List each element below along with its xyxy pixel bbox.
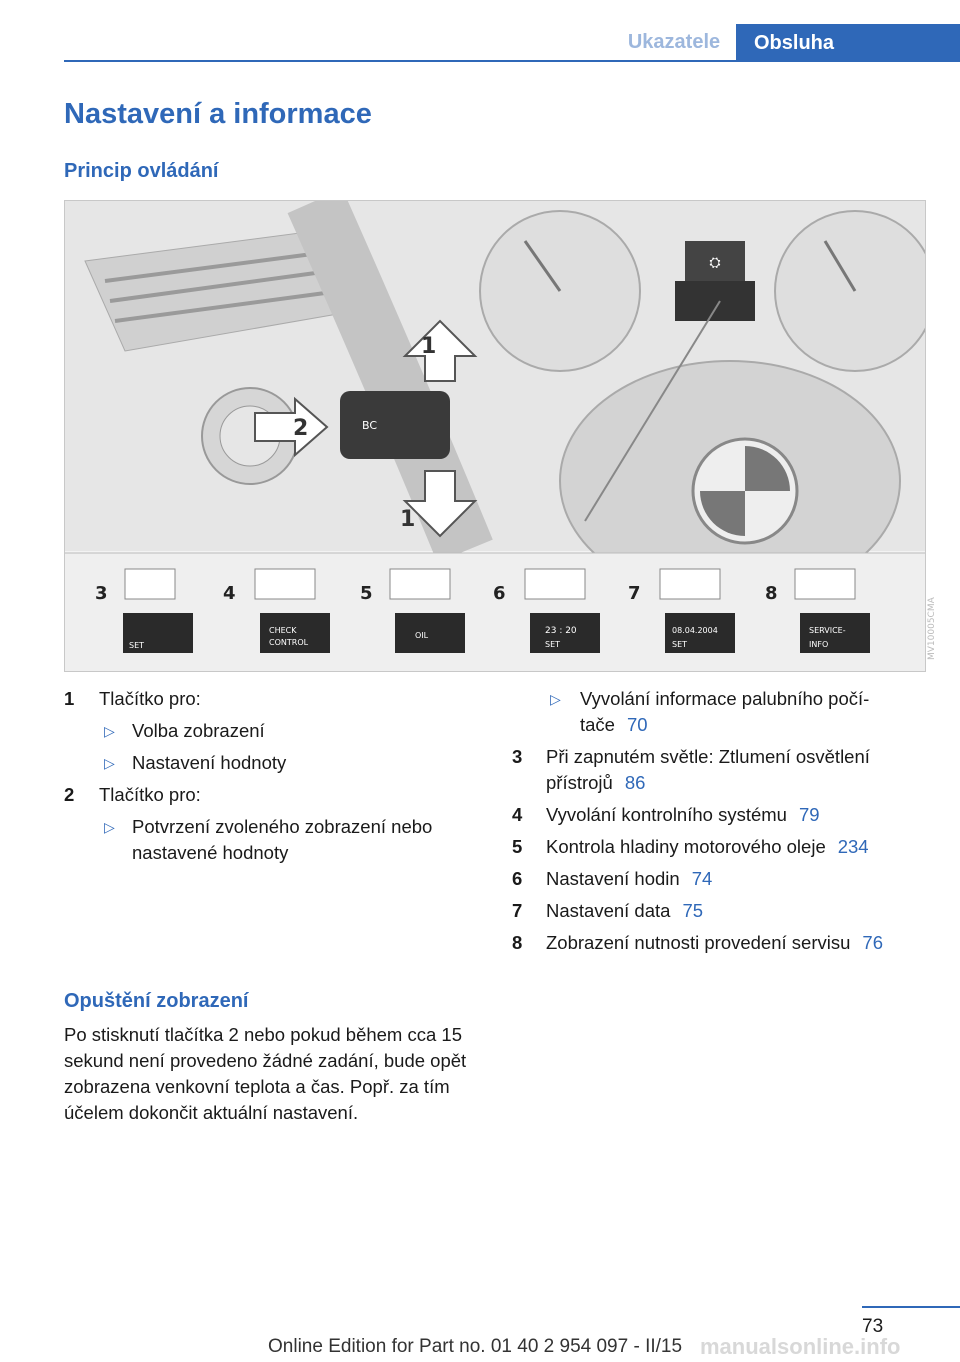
section-heading: Opuštění zobrazení <box>64 990 249 1012</box>
list-number: 3 <box>512 746 523 767</box>
list-bullet-cont: tače 70 <box>580 714 648 735</box>
svg-text:8: 8 <box>765 583 778 604</box>
svg-text:CONTROL: CONTROL <box>269 638 309 647</box>
section-paragraph: Po stisknutí tlačítka 2 nebo pokud během cca 15 sekund není provedeno žádné zadání, bude opět zobrazena venkovní teplota a čas. Popř. za tím účelem dokončit aktuální nastavení. <box>64 1024 467 1123</box>
list-number: 2 <box>64 784 75 805</box>
list-item-label: Tlačítko pro: <box>99 784 201 805</box>
list-bullet: Volba zobrazení <box>132 720 265 741</box>
svg-text:⛭: ⛭ <box>709 255 721 271</box>
list-item-text: Nastavení data 75 <box>546 900 704 921</box>
list-item-label: Tlačítko pro: <box>99 688 201 709</box>
list-number: 8 <box>512 932 523 953</box>
svg-text:6: 6 <box>493 583 506 604</box>
dashboard-illustration <box>64 200 926 672</box>
header-rule <box>64 60 960 62</box>
page-ref-link[interactable]: 234 <box>837 836 869 857</box>
callout-1-bottom: 1 <box>400 507 416 532</box>
svg-text:INFO: INFO <box>809 640 829 649</box>
svg-text:5: 5 <box>360 583 373 604</box>
svg-text:08.04.2004: 08.04.2004 <box>672 626 718 635</box>
figure-code: MV10005CMA <box>927 597 937 660</box>
page-number-rule <box>862 1306 960 1308</box>
page-number: 73 <box>862 1316 884 1337</box>
tab-obsluha[interactable]: Obsluha <box>736 24 960 62</box>
svg-text:CHECK: CHECK <box>269 626 297 635</box>
list-item-text: Kontrola hladiny motorového oleje 234 <box>546 836 869 857</box>
svg-text:4: 4 <box>223 583 236 604</box>
list-number: 1 <box>64 688 75 709</box>
list-item-text: Při zapnutém světle: Ztlumení osvětlení <box>546 746 870 767</box>
svg-text:SERVICE-: SERVICE- <box>809 626 846 635</box>
list-number: 4 <box>512 804 523 825</box>
page-ref-link[interactable]: 79 <box>798 804 820 825</box>
list-item-text: Vyvolání kontrolního systému 79 <box>546 804 820 825</box>
callout-2: 2 <box>293 416 309 441</box>
svg-text:SET: SET <box>545 640 561 649</box>
page-ref-link[interactable]: 75 <box>682 900 704 921</box>
list-bullet: Vyvolání informace palubního počí‐ <box>580 688 870 709</box>
svg-text:7: 7 <box>628 583 641 604</box>
bullet-triangle-icon: ▷ <box>104 723 115 739</box>
stalk-bc-label: BC <box>362 419 378 432</box>
svg-text:OIL: OIL <box>415 631 429 640</box>
list-bullet: nastavené hodnoty <box>132 842 289 863</box>
svg-text:SET: SET <box>129 641 145 650</box>
bullet-triangle-icon: ▷ <box>104 755 115 771</box>
page-title: Nastavení a informace <box>64 98 372 130</box>
page-ref-link[interactable]: 86 <box>624 772 646 793</box>
callout-1-top: 1 <box>421 334 437 359</box>
list-bullet: Nastavení hodnoty <box>132 752 287 773</box>
list-item-text: Nastavení hodin 74 <box>546 868 713 889</box>
list-item-cont: přístrojů 86 <box>546 772 646 793</box>
list-item-text: Zobrazení nutnosti provedení servisu 76 <box>546 932 883 953</box>
page-ref-link[interactable]: 74 <box>691 868 713 889</box>
page-ref-link[interactable]: 76 <box>862 932 883 953</box>
bullet-triangle-icon: ▷ <box>550 691 561 707</box>
list-number: 6 <box>512 868 523 889</box>
tab-ukazatele[interactable]: Ukazatele <box>627 31 721 53</box>
footer-watermark: manualsonline.info <box>700 1334 901 1359</box>
page-ref-link[interactable]: 70 <box>626 714 648 735</box>
list-bullet: Potvrzení zvoleného zobrazení nebo <box>132 816 433 837</box>
svg-text:23 : 20: 23 : 20 <box>545 626 577 636</box>
section-subtitle: Princip ovládání <box>64 160 219 182</box>
list-number: 7 <box>512 900 523 921</box>
svg-text:3: 3 <box>95 583 108 604</box>
footer-edition: Online Edition for Part no. 01 40 2 954 097 - II/15 <box>268 1336 683 1357</box>
list-number: 5 <box>512 836 523 857</box>
bullet-triangle-icon: ▷ <box>104 819 115 835</box>
svg-text:SET: SET <box>672 640 688 649</box>
